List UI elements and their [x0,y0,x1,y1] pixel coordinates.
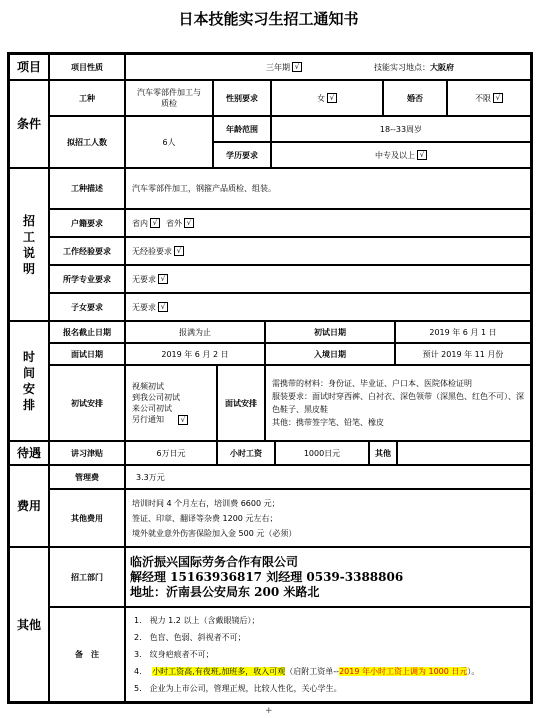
note-5: 5. 企业为上市公司，管理正规，比较人性化，关心学生。 [134,684,342,693]
other-fees-label: 其他费用 [49,489,125,547]
company-contacts: 解经理 15163936817 刘经理 0539-3388806 [130,569,404,584]
arrange-opt-visit: 到我公司初试 [132,393,180,402]
mgmt-fee-value: 3.3万元 [125,465,531,489]
marriage-check[interactable]: √ [493,93,503,103]
education-value-cell [271,142,531,168]
section-job-desc: 招工说明 [9,168,49,321]
arrange-notice-check[interactable]: √ [178,415,188,425]
training-allowance-value: 6万日元 [125,441,217,465]
interview-date-value: 2019 年 6 月 2 日 [125,343,265,365]
section-other: 其他 [9,547,49,702]
interview-arrange-text [265,365,531,441]
headcount-value: 6人 [125,116,213,168]
children-check[interactable]: √ [158,302,168,312]
notes-value [125,607,531,702]
gender-label: 性别要求 [213,80,271,116]
education-value: 中专及以上 [375,150,415,160]
education-label: 学历要求 [213,142,271,168]
job-type-label: 工种 [49,80,125,116]
hourly-wage-label: 小时工资 [217,441,275,465]
notes-label: 备 注 [49,607,125,702]
arrange-opt-notice: 另行通知 [132,415,164,424]
note-4-red: 2019 年小时工资上调为 1000 日元 [339,667,468,676]
job-type-value: 汽车零部件加工与质检 [125,80,213,116]
other-fees-value [125,489,531,547]
project-nature-label: 项目性质 [49,54,125,80]
company-address: 地址：沂南县公安局东 200 米路北 [130,584,320,599]
gender-check[interactable]: √ [327,93,337,103]
interview-other: 其他：携带签字笔、铅笔、橡皮 [272,418,384,427]
experience-value: 无经验要求 [132,246,172,256]
mgmt-fee-label: 管理费 [49,465,125,489]
hukou-inside-check[interactable]: √ [150,218,160,228]
children-value-cell [125,293,531,321]
hukou-outside-check[interactable]: √ [184,218,194,228]
project-term: 三年期 [266,62,290,72]
note-3: 3. 纹身疤痕者不可； [134,650,214,659]
fee-training: 培训时间 4 个月左右，培训费 6600 元； [132,498,280,508]
fee-insurance: 境外就业意外伤害保险加入金 500 元（必须） [132,528,297,538]
note-4-highlight: 小时工资高,有夜班,加班多，收入可观 [152,667,286,676]
entry-date-label: 入境日期 [265,343,395,365]
section-conditions: 条件 [9,80,49,168]
interview-materials: 需携带的材料：身份证、毕业证、户口本、医院体检证明 [272,379,472,388]
major-label: 所学专业要求 [49,265,125,293]
marriage-label: 婚否 [383,80,447,116]
note-1: 1. 视力 1.2 以上（含戴眼镜后）； [134,616,260,625]
major-value: 无要求 [132,274,156,284]
corner-plus-mark: + [265,706,273,716]
hukou-value [125,209,531,237]
gender-value-cell [271,80,383,116]
gender-value: 女 [317,93,325,103]
education-check[interactable]: √ [417,150,427,160]
experience-value-cell [125,237,531,265]
marriage-value-cell [447,80,531,116]
section-project: 项目 [9,54,49,80]
marriage-value: 不限 [475,93,491,103]
note-4-end: ）。 [467,667,480,676]
treatment-other-value [397,441,531,465]
experience-check[interactable]: √ [174,246,184,256]
note-4-num: 4. [134,667,142,676]
first-test-arrange-label: 初试安排 [49,365,125,441]
section-fees: 费用 [9,465,49,547]
interview-date-label: 面试日期 [49,343,125,365]
note-4-mid: （启附工资单-- [285,667,340,676]
training-allowance-label: 讲习津贴 [49,441,125,465]
major-check[interactable]: √ [158,274,168,284]
deadline-label: 报名截止日期 [49,321,125,343]
company-name: 临沂振兴国际劳务合作有限公司 [130,554,299,569]
age-value: 18--33周岁 [271,116,531,142]
location-value: 大阪府 [430,62,454,72]
major-value-cell [125,265,531,293]
hukou-opt-outside: 省外 [166,218,182,228]
form-table [7,52,533,704]
deadline-value: 报满为止 [125,321,265,343]
hukou-opt-inside: 省内 [132,218,148,228]
children-label: 子女要求 [49,293,125,321]
first-test-arrange-options [125,365,217,441]
hukou-label: 户籍要求 [49,209,125,237]
job-desc-value: 汽车零部件加工，钢箍产品质检、组装。 [125,168,531,209]
first-test-label: 初试日期 [265,321,395,343]
treatment-other-label: 其他 [369,441,397,465]
note-4 [134,663,479,680]
note-2: 2. 色盲、色弱、斜视者不可； [134,633,246,642]
interview-dress-code: 服装要求：面试时穿西裤、白衬衣、深色领带（深黑色、红色不可）、深色鞋子、黑皮鞋 [272,392,524,414]
recruit-dept-value [125,547,531,607]
interview-arrange-label: 面试安排 [217,365,265,441]
arrange-opt-video: 视频初试 [132,382,164,391]
fee-visa: 签证、印章、翻译等杂费 1200 元左右； [132,513,278,523]
headcount-label: 拟招工人数 [49,116,125,168]
age-label: 年龄范围 [213,116,271,142]
arrange-opt-company: 来公司初试 [132,404,172,413]
experience-label: 工作经验要求 [49,237,125,265]
section-treatment: 待遇 [9,441,49,465]
job-desc-label: 工种描述 [49,168,125,209]
hourly-wage-value: 1000日元 [275,441,369,465]
project-nature-value [125,54,531,80]
location-label: 技能实习地点： [374,62,430,72]
children-value: 无要求 [132,302,156,312]
entry-date-value: 预计 2019 年 11 月份 [395,343,531,365]
page-title: 日本技能实习生招工通知书 [178,10,359,28]
project-term-check[interactable]: √ [292,62,302,72]
recruit-dept-label: 招工部门 [49,547,125,607]
section-schedule: 时间安排 [9,321,49,441]
first-test-value: 2019 年 6 月 1 日 [395,321,531,343]
